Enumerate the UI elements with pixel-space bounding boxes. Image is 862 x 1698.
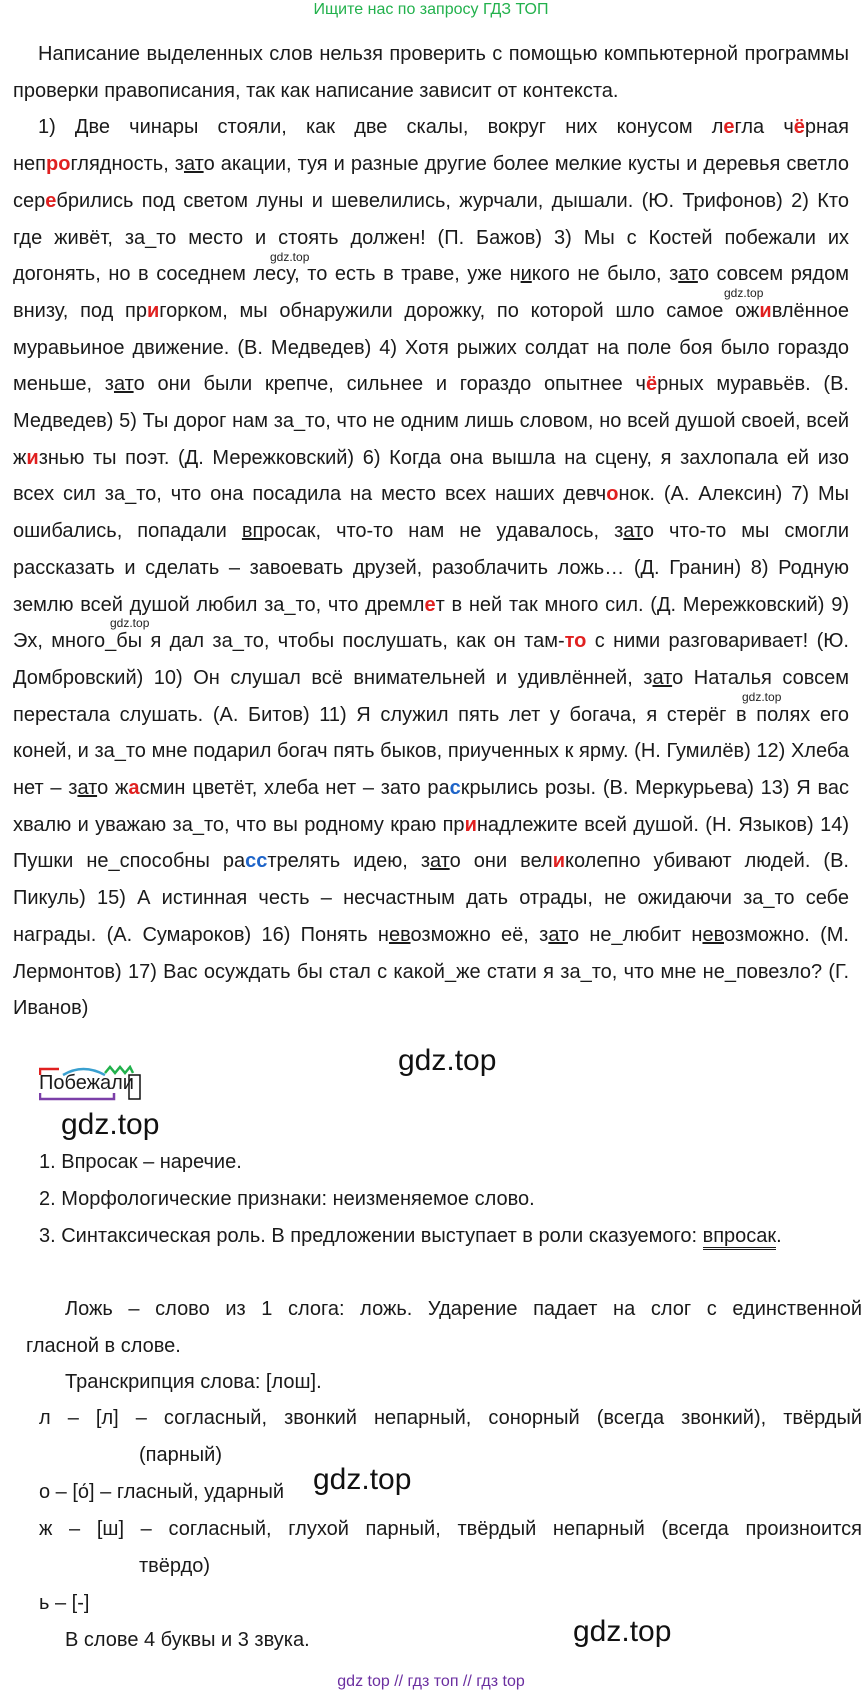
sound-line: л – [л] – согласный, звонкий непарный, сонорный (всегда звонкий), твёрдый <box>39 1407 862 1429</box>
analysis-item: 2. Морфологические признаки: неизменяемое слово. <box>39 1188 535 1210</box>
analysis-item: 3. Синтаксическая роль. В предложении выступает в роли сказуемого: впросак. <box>39 1225 782 1248</box>
analysis-item: 1. Впросак – наречие. <box>39 1151 242 1173</box>
watermark-small: gdz.top <box>110 616 150 630</box>
watermark-big: gdz.top <box>573 1615 672 1648</box>
sound-line: ь – [-] <box>39 1592 90 1614</box>
phonetic-intro: Ложь – слово из 1 слога: ложь. Ударение падает на слог с единственной <box>65 1298 862 1320</box>
predicate-word: впросак <box>703 1225 777 1250</box>
examples-paragraph: 1) Две чинары стояли, как две скалы, вокруг них конусом легла чёрная непроглядность, зато акации, туя и разные другие более мелкие кусты и деревья светло серебрились под светом луны и шевелились, журчали, дышали. (Ю. Трифонов) 2) Кто где живёт, за_то место и стоять должен! (П. Бажов) 3) Мы с Костей побежали их догонять, но в соседнем лесу, то есть в траве, уже никого не было, зато совсем рядом внизу, под пригорком, мы обнаружили дорожку, по которой шло самое оживлённое муравьиное движение. (В. Медведев) 4) Хотя рыжих солдат на поле боя было гораздо меньше, зато они были крепче, сильнее и гораздо опытнее чёрных муравьёв. (В. Медведев) 5) Ты дорог нам за_то, что не одним лишь словом, но всей душой своей, всей жизнью ты поэт. (Д. Мережковский) 6) Когда она вышла на сцену, я захлопала ей изо всех сил за_то, что она посадила на место всех наших девчонок. (А. Алексин) 7) Мы ошибались, попадали впросак, что-то нам не удавалось, зато что-то мы смогли рассказать и сделать – завоевать друзей, разоблачить ложь… (Д. Гранин) 8) Родную землю всей душой любил за_то, что дремлет в ней так много сил. (Д. Мережковский) 9) Эх, много_бы я дал за_то, чтобы послушать, как он там-то с ними разговаривает! (Ю. Домбровский) 10) Он слушал всё внимательней и удивлённей, зато Наталья совсем перестала слушать. (А. Битов) 11) Я служил пять лет у богача, я стерёг в полях его коней, и за_то мне подарил богач пять быков, приученных к ярму. (Н. Гумилёв) 12) Хлеба нет – зато жасмин цветёт, хлеба нет – зато раскрылись розы. (В. Меркурьева) 13) Я вас хвалю и уважаю за_то, что вы родному краю принадлежите всей душой. (Н. Языков) 14) Пушки не_способны расстрелять идею, зато они великолепно убивают людей. (В. Пикуль) 15) А истинная честь – несчастным дать отрады, не ожидаючи за_то себе награды. (А. Сумароков) 16) Понять невозможно её, зато не_любит невозможно. (М. Лермонтов) 17) Вас осуждать бы стал с какой_же стати я за_то, что мне не_повезло? (Г. Иванов) <box>13 116 850 1020</box>
sound-line: ж – [ш] – согласный, глухой парный, твёрдый непарный (всегда произноится <box>39 1518 862 1540</box>
morpheme-parse <box>39 1065 149 1103</box>
sound-line: твёрдо) <box>139 1555 211 1577</box>
main-text <box>13 36 849 1027</box>
watermark-big: gdz.top <box>313 1463 412 1496</box>
watermark-small: gdz.top <box>724 286 764 300</box>
summary: В слове 4 буквы и 3 звука. <box>65 1629 310 1651</box>
parse-word: Побежали <box>39 1072 134 1094</box>
sound-line: о – [о́] – гласный, ударный <box>39 1481 285 1503</box>
intro-paragraph: Написание выделенных слов нельзя проверить с помощью компьютерной программы проверки правописания, так как написание зависит от контекста. <box>13 43 849 102</box>
transcription: Транскрипция слова: [лош]. <box>65 1371 322 1393</box>
watermark-big: gdz.top <box>61 1108 160 1141</box>
sound-line: (парный) <box>139 1444 222 1466</box>
phonetic-intro: гласной в слове. <box>26 1335 181 1357</box>
watermark-small: gdz.top <box>742 690 782 704</box>
top-banner: Ищите нас по запросу ГДЗ ТОП <box>313 1 549 18</box>
watermark-big: gdz.top <box>398 1044 497 1077</box>
footer-links: gdz top // гдз топ // гдз top <box>337 1673 525 1690</box>
watermark-small: gdz.top <box>270 250 310 264</box>
